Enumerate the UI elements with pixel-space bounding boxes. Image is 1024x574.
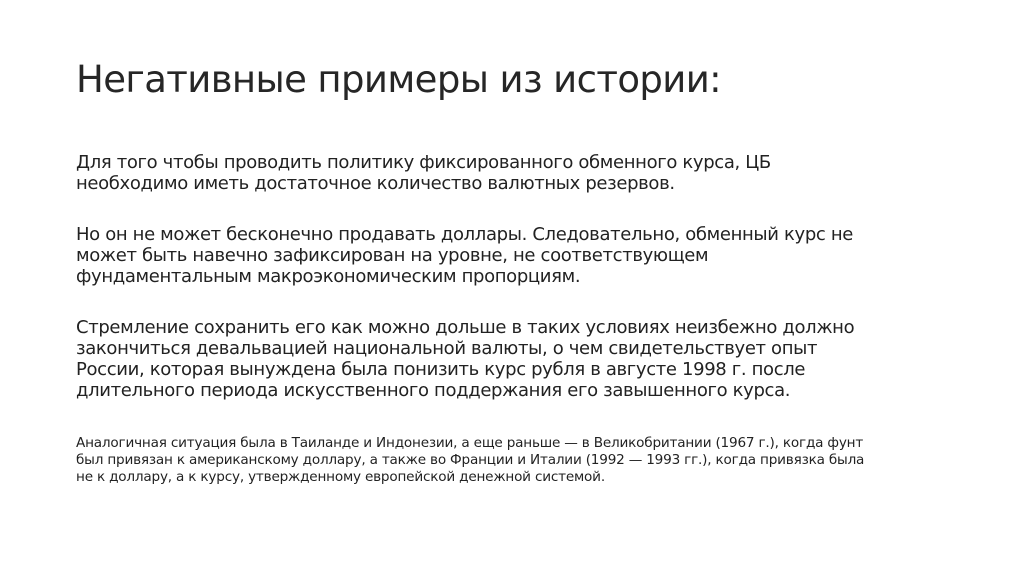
paragraph-reserves: Для того чтобы проводить политику фиксированного обменного курса, ЦБ необходимо иметь достаточное количество валютных резервов. — [76, 152, 771, 194]
paragraph-dollar-sales: Но он не может бесконечно продавать доллары. Следовательно, обменный курс не может быть навечно зафиксирован на уровне, не соответствующем фундаментальным макроэкономическим пропорциям. — [76, 224, 853, 287]
slide-body — [76, 152, 956, 486]
slide-title: Негативные примеры из истории: — [76, 58, 722, 101]
paragraph-note: Аналогичная ситуация была в Таиланде и Индонезии, а еще раньше — в Великобритании (1967 г.), когда фунт был привязан к американскому доллару, а также во Франции и Италии (1992 — 1993 гг.), когда привязка была не к доллару, а к курсу, утвержденному европейской денежной системой. — [76, 435, 865, 485]
paragraph-devaluation: Стремление сохранить его как можно дольше в таких условиях неизбежно должно закончиться девальвацией национальной валюты, о чем свидетельствует опыт России, которая вынуждена была понизить курс рубля в августе 1998 г. после длительного периода искусственного поддержания его завышенного курса. — [76, 317, 855, 401]
